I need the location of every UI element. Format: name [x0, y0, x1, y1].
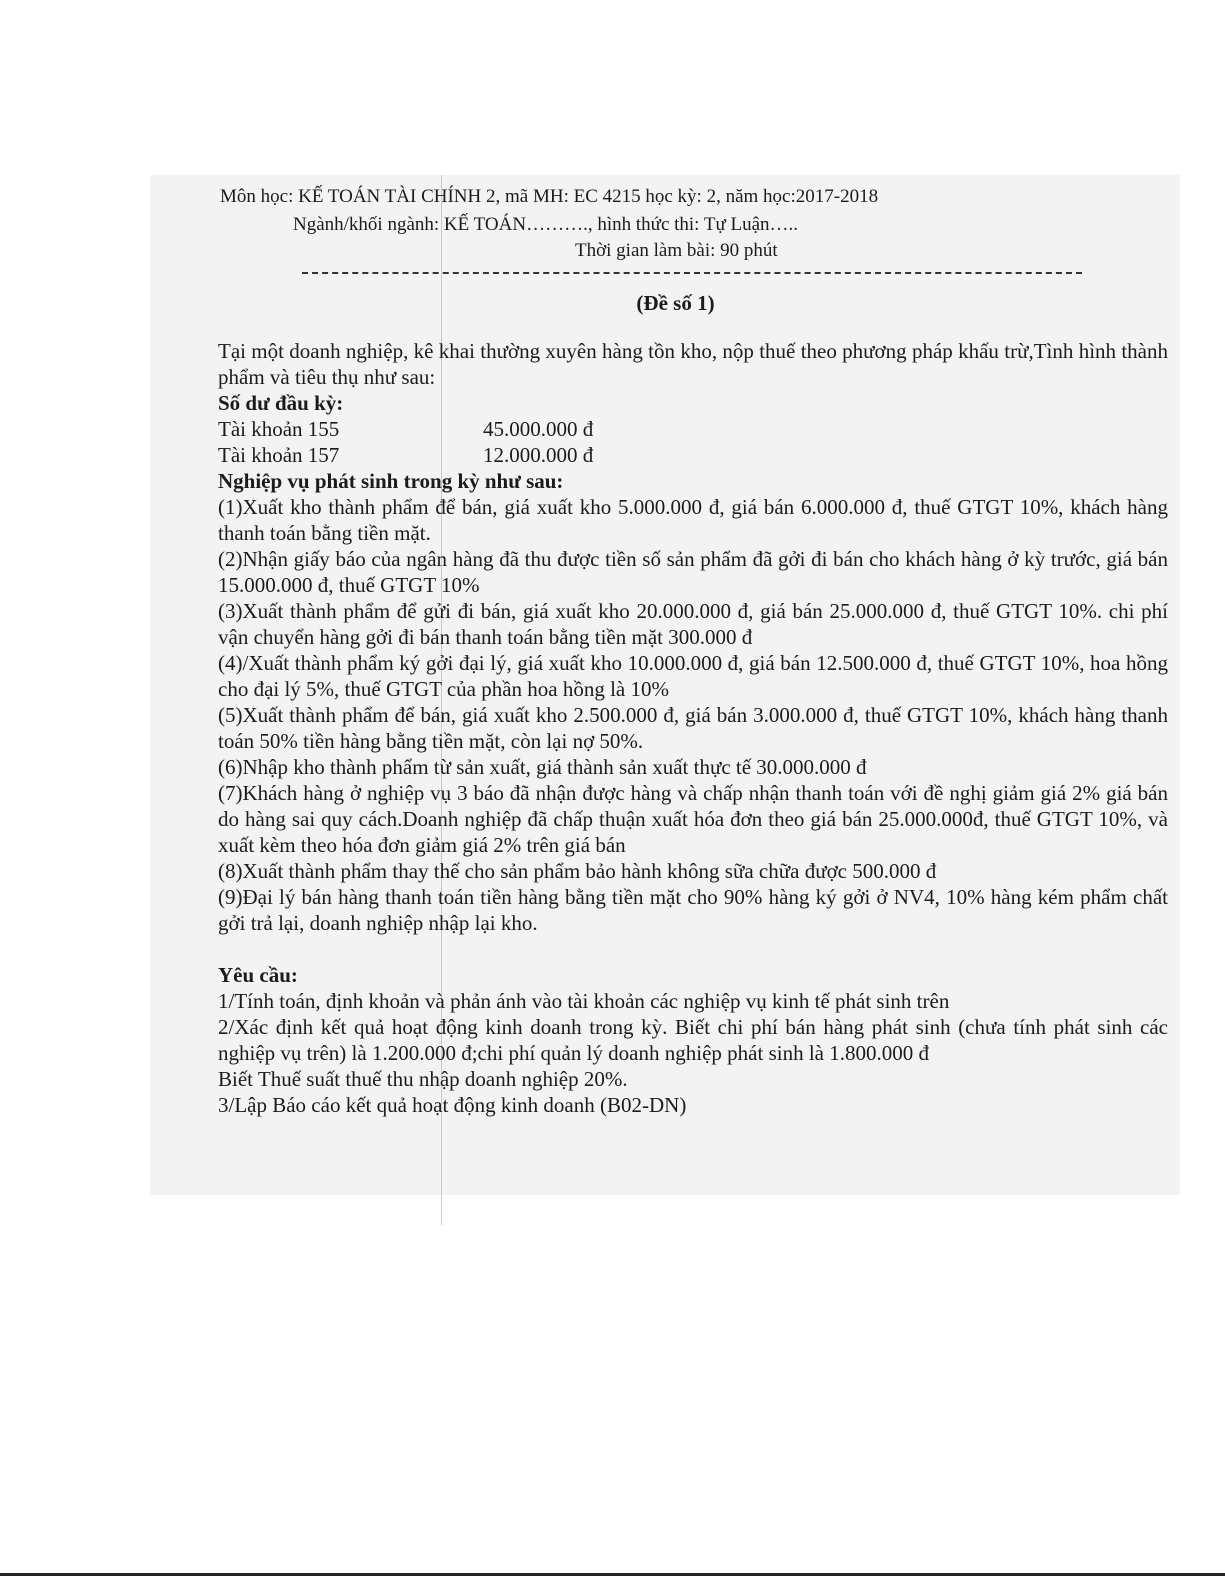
opening-balance-heading: Số dư đầu kỳ:: [218, 391, 344, 415]
exam-duration-line: Thời gian làm bài: 90 phút: [575, 240, 778, 261]
exam-number-title: (Đề số 1): [636, 291, 715, 315]
balance-account: Tài khoản 157: [218, 443, 340, 467]
requirement-item: Biết Thuế suất thuế thu nhập doanh nghiệp 20%.: [218, 1067, 628, 1091]
intro-paragraph: Tại một doanh nghiệp, kê khai thường xuyên hàng tồn kho, nộp thuế theo phương pháp khấu trừ,Tình hình thành phẩm và tiêu thụ như sau:: [218, 339, 1168, 389]
transaction-item: (2)Nhận giấy báo của ngân hàng đã thu được tiền số sản phẩm đã gởi đi bán cho khách hàng ở kỳ trước, giá bán 15.000.000 đ, thuế GTGT 10%: [218, 547, 1168, 597]
transaction-item: (9)Đại lý bán hàng thanh toán tiền hàng bằng tiền mặt cho 90% hàng ký gởi ở NV4, 10% hàng kém phẩm chất gởi trả lại, doanh nghiệp nhập lại kho.: [218, 885, 1168, 935]
balance-row: [218, 442, 1168, 468]
section-spacer: [218, 936, 1168, 962]
transactions-heading: Nghiệp vụ phát sinh trong kỳ như sau:: [218, 469, 564, 493]
bottom-border-line: [0, 1573, 1225, 1576]
transaction-item: (7)Khách hàng ở nghiệp vụ 3 báo đã nhận được hàng và chấp nhận thanh toán với đề nghị giảm giá 2% giá bán do hàng sai quy cách.Doanh nghiệp đã chấp thuận xuất hóa đơn theo giá bán 25.000.000đ, thuế GTGT 10%, và xuất kèm theo hóa đơn giảm giá 2% trên giá bán: [218, 781, 1168, 857]
balance-account: Tài khoản 155: [218, 417, 340, 441]
transaction-item: (6)Nhập kho thành phẩm từ sản xuất, giá thành sản xuất thực tế 30.000.000 đ: [218, 755, 867, 779]
requirement-item: 2/Xác định kết quả hoạt động kinh doanh trong kỳ. Biết chi phí bán hàng phát sinh (chưa tính phát sinh các nghiệp vụ trên) là 1.200.000 đ;chi phí quản lý doanh nghiệp phát sinh là 1.800.000 đ: [218, 1015, 1168, 1065]
major-exam-form-line: Ngành/khối ngành: KẾ TOÁN………., hình thức thi: Tự Luận…..: [293, 214, 799, 235]
transaction-item: (8)Xuất thành phẩm thay thế cho sản phẩm bảo hành không sữa chữa được 500.000 đ: [218, 859, 937, 883]
transaction-item: (1)Xuất kho thành phẩm để bán, giá xuất kho 5.000.000 đ, giá bán 6.000.000 đ, thuế GTGT 10%, khách hàng thanh toán bằng tiền mặt.: [218, 495, 1168, 545]
balance-amount: 12.000.000 đ: [483, 443, 594, 467]
balance-row: [218, 416, 1168, 442]
transaction-item: (3)Xuất thành phẩm để gửi đi bán, giá xuất kho 20.000.000 đ, giá bán 25.000.000 đ, thuế GTGT 10%. chi phí vận chuyển hàng gởi đi bán thanh toán bằng tiền mặt 300.000 đ: [218, 599, 1168, 649]
course-info-line: Môn học: KẾ TOÁN TÀI CHÍNH 2, mã MH: EC 4215 học kỳ: 2, năm học:2017-2018: [220, 186, 879, 207]
requirement-item: 3/Lập Báo cáo kết quả hoạt động kinh doanh (B02-DN): [218, 1093, 687, 1117]
exam-body: [218, 338, 1168, 1118]
balance-amount: 45.000.000 đ: [483, 417, 594, 441]
dashed-divider: [302, 272, 1082, 274]
transaction-item: (5)Xuất thành phẩm để bán, giá xuất kho 2.500.000 đ, giá bán 3.000.000 đ, thuế GTGT 10%, khách hàng thanh toán 50% tiền hàng bằng tiền mặt, còn lại nợ 50%.: [218, 703, 1168, 753]
requirements-heading: Yêu cầu:: [218, 963, 298, 987]
transaction-item: (4)/Xuất thành phẩm ký gởi đại lý, giá xuất kho 10.000.000 đ, giá bán 12.500.000 đ, thuế GTGT 10%, hoa hồng cho đại lý 5%, thuế GTGT của phần hoa hồng là 10%: [218, 651, 1168, 701]
requirement-item: 1/Tính toán, định khoản và phản ánh vào tài khoản các nghiệp vụ kinh tế phát sinh trên: [218, 989, 950, 1013]
